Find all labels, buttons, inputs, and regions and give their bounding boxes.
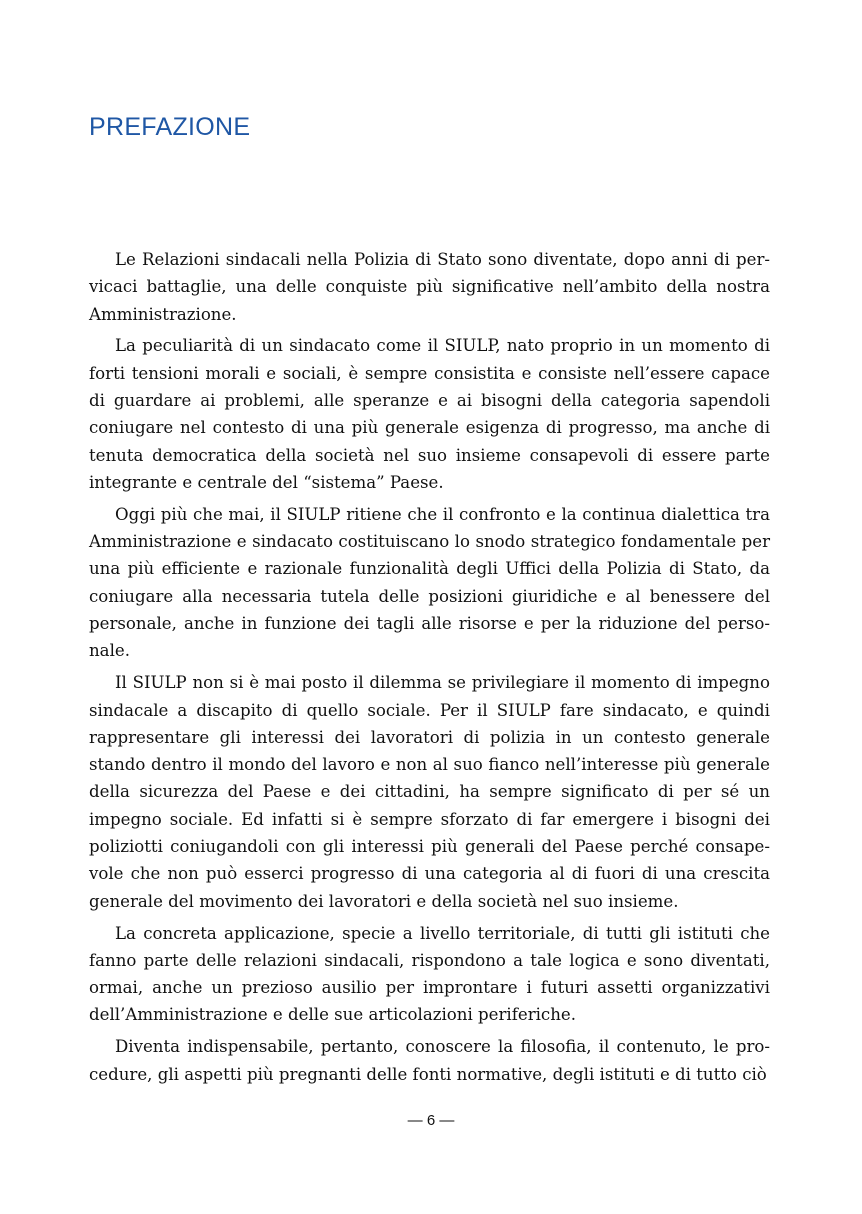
paragraph: Le Relazioni sindacali nella Polizia di Stato sono diventate, dopo anni di pervicaci battaglie, una delle conquiste più significative nell’ambito della nostra Amministrazione. [89,250,770,324]
paragraph: La concreta applicazione, specie a livello territoriale, di tutti gli istituti che fanno parte delle relazioni sindacali, rispondono a tale logica e sono diventati, ormai, anche un prezioso ausilio per improntare i futuri assetti organizzativi dell’Amministrazione e delle sue articolazioni periferiche. [89,923,770,1025]
paragraph: La peculiarità di un sindacato come il SIULP, nato proprio in un momento di forti tensioni morali e sociali, è sempre consistita e consiste nell’essere capace di guardare ai problemi, alle speranze e ai bisogni della categoria sapendoli coniugare nel contesto di una più generale esigenza di progresso, ma anche di tenuta democratica della società nel suo insieme consapevoli di essere parte integrante e centrale del “sistema” Paese. [89,336,770,492]
page-number: — 6 — [407,1112,455,1129]
page-title: PREFAZIONE [89,113,251,141]
paragraph: Il SIULP non si è mai posto il dilemma se privilegiare il momento di impegno sindacale a discapito di quello sociale. Per il SIULP fare sindacato, e quindi rappresentare gli interessi dei lavoratori di polizia in un contesto generale stando dentro il mondo del lavoro e non al suo fianco nell’interesse più generale della sicurezza del Paese e dei cittadini, ha sempre significato di per sé un impegno sociale. Ed infatti si è sempre sforzato di far emergere i bisogni dei poliziotti coniugandoli con gli interessi più generali del Paese perché consapevole che non può esserci progresso di una categoria al di fuori di una crescita generale del movimento dei lavoratori e della società nel suo insieme. [89,673,770,911]
paragraph: Oggi più che mai, il SIULP ritiene che il confronto e la continua dialettica tra Amministrazione e sindacato costituiscano lo snodo strategico fondamentale per una più efficiente e razionale funzionalità degli Uffici della Polizia di Stato, da coniugare alla necessaria tutela delle posizioni giuridiche e al benessere del personale, anche in funzione dei tagli alle risorse e per la riduzione del personale. [89,504,770,661]
body-text [89,246,770,1092]
paragraph: Diventa indispensabile, pertanto, conoscere la filosofia, il contenuto, le procedure, gli aspetti più pregnanti delle fonti normative, degli istituti e di tutto ciò [89,1037,770,1084]
